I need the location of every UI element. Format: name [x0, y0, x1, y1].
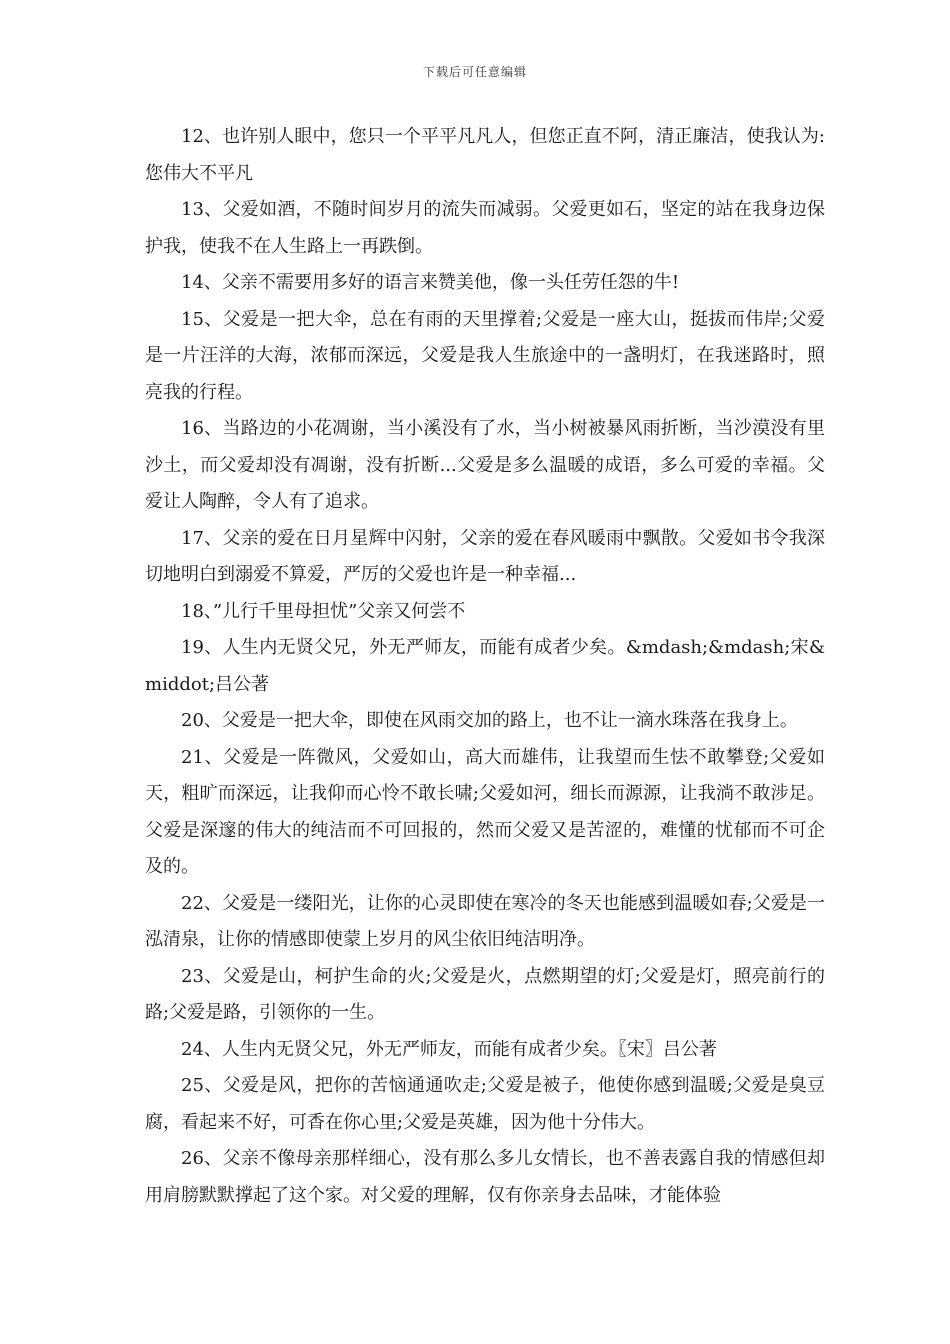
- paragraph-14: 14、父亲不需要用多好的语言来赞美他，像一头任劳任怨的牛!: [181, 272, 680, 293]
- paragraph-18: 18、”儿行千里母担忧”父亲又何尝不: [181, 600, 466, 622]
- paragraph-25: 25、父爱是风，把你的苦恼通通吹走;父爱是被子，他使你感到温暖;父爱是臭豆腐，看起来不好，可香在你心里;父爱是英雄，因为他十分伟大。: [145, 1075, 825, 1133]
- paragraph-23: 23、父爱是山，柯护生命的火;父爱是火，点燃期望的灯;父爱是灯，照亮前行的路;父爱是路，引领你的一生。: [145, 965, 825, 1023]
- paragraph-12: 12、也许别人眼中，您只一个平平凡凡人，但您正直不阿，清正廉洁，使我认为:您伟大不平凡: [145, 126, 825, 184]
- paragraph-21: 21、父爱是一阵微风，父爱如山，高大而雄伟，让我望而生怯不敢攀登;父爱如天，粗旷而深远，让我仰而心怜不敢长啸;父爱如河，细长而源源，让我淌不敢涉足。父爱是深邃的伟大的纯洁而不可回报的，然而父爱又是苦涩的，难懂的忧郁而不可企及的。: [145, 746, 825, 877]
- paragraph-13: 13、父爱如酒，不随时间岁月的流失而减弱。父爱更如石，坚定的站在我身边保护我，使我不在人生路上一再跌倒。: [145, 199, 825, 257]
- paragraph-19: 19、人生内无贤父兄，外无严师友，而能有成者少矣。&mdash;&mdash;宋&middot;吕公著: [145, 637, 825, 695]
- paragraph-15: 15、父爱是一把大伞，总在有雨的天里撑着;父爱是一座大山，挺拔而伟岸;父爱是一片汪洋的大海，浓郁而深远，父爱是我人生旅途中的一盏明灯，在我迷路时，照亮我的行程。: [145, 308, 825, 403]
- paragraph-24: 24、人生内无贤父兄，外无严师友，而能有成者少矣。〖宋〗吕公著: [181, 1038, 717, 1060]
- paragraph-22: 22、父爱是一缕阳光，让你的心灵即使在寒冷的冬天也能感到温暖如春;父爱是一泓清泉，让你的情感即使蒙上岁月的风尘依旧纯洁明净。: [145, 892, 825, 950]
- paragraph-20: 20、父爱是一把大伞，即使在风雨交加的路上，也不让一滴水珠落在我身上。: [181, 710, 798, 731]
- paragraph-17: 17、父亲的爱在日月星辉中闪射，父亲的爱在春风暖雨中飘散。父爱如书令我深切地明白到溺爱不算爱，严厉的父爱也许是一种幸福...: [145, 527, 825, 585]
- paragraph-26: 26、父亲不像母亲那样细心，没有那么多儿女情长，也不善表露自我的情感但却用肩膀默默撑起了这个家。对父爱的理解，仅有你亲身去品味，才能体验: [145, 1148, 825, 1206]
- page-header: 下载后可任意编辑: [422, 65, 527, 79]
- document-body: [145, 119, 825, 1214]
- paragraph-16: 16、当路边的小花凋谢，当小溪没有了水，当小树被暴风雨折断，当沙漠没有里沙土，而父爱却没有凋谢，没有折断...父爱是多么温暖的成语，多么可爱的幸福。父爱让人陶醉，令人有了追求。: [145, 418, 825, 512]
